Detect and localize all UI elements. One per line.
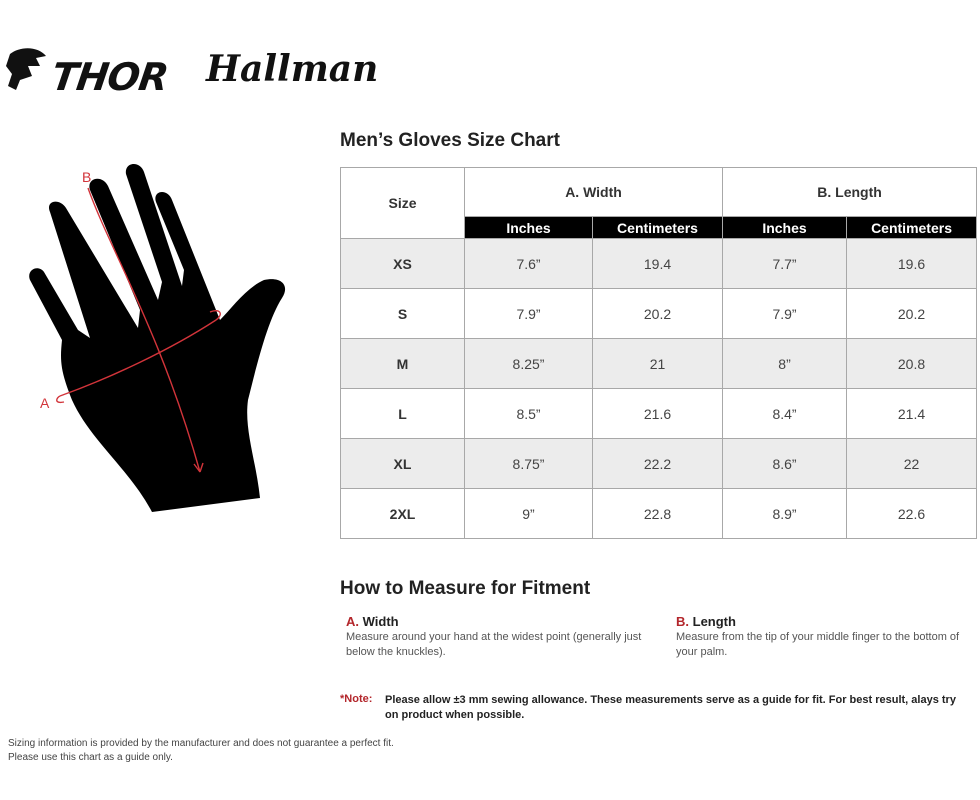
length-cm-cell: 21.4 bbox=[847, 389, 977, 439]
length-inches-cell: 7.9” bbox=[723, 289, 847, 339]
width-inches-cell: 7.6” bbox=[465, 239, 593, 289]
length-cm-cell: 22 bbox=[847, 439, 977, 489]
thor-logo: THOR bbox=[48, 55, 171, 99]
width-cm-cell: 22.2 bbox=[593, 439, 723, 489]
size-cell: S bbox=[341, 289, 465, 339]
chart-title: Men’s Gloves Size Chart bbox=[340, 130, 560, 151]
disclaimer-line-1: Sizing information is provided by the manufacturer and does not guarantee a perfect fit. bbox=[8, 738, 394, 749]
brand-logos bbox=[6, 40, 379, 100]
length-inches-cell: 8” bbox=[723, 339, 847, 389]
length-letter: B. bbox=[676, 614, 689, 629]
measure-title: How to Measure for Fitment bbox=[340, 578, 591, 599]
width-instructions bbox=[346, 614, 646, 660]
sub-header-width-inches: Inches bbox=[465, 217, 593, 239]
width-inches-cell: 8.75” bbox=[465, 439, 593, 489]
sub-header-width-cm: Centimeters bbox=[593, 217, 723, 239]
label-b: B bbox=[82, 169, 92, 185]
length-inches-cell: 8.6” bbox=[723, 439, 847, 489]
length-inches-cell: 8.9” bbox=[723, 489, 847, 539]
width-cm-cell: 22.8 bbox=[593, 489, 723, 539]
length-description: Measure from the tip of your middle finger to the bottom of your palm. bbox=[676, 631, 960, 658]
width-cm-cell: 21 bbox=[593, 339, 723, 389]
length-inches-cell: 7.7” bbox=[723, 239, 847, 289]
label-a: A bbox=[40, 395, 50, 411]
table-row bbox=[341, 439, 977, 489]
sub-header-length-cm: Centimeters bbox=[847, 217, 977, 239]
width-inches-cell: 7.9” bbox=[465, 289, 593, 339]
table-row bbox=[341, 489, 977, 539]
length-cm-cell: 22.6 bbox=[847, 489, 977, 539]
table-row bbox=[341, 289, 977, 339]
size-cell: XL bbox=[341, 439, 465, 489]
length-instructions bbox=[676, 614, 976, 660]
size-chart-table bbox=[340, 167, 977, 539]
width-cm-cell: 20.2 bbox=[593, 289, 723, 339]
length-label: Length bbox=[692, 614, 736, 629]
width-header: A. Width bbox=[465, 168, 723, 217]
table-row bbox=[341, 239, 977, 289]
width-cm-cell: 19.4 bbox=[593, 239, 723, 289]
thor-helmet-logo-icon bbox=[6, 46, 50, 94]
hand-measurement-diagram bbox=[20, 160, 310, 520]
table-row bbox=[341, 339, 977, 389]
length-header: B. Length bbox=[723, 168, 977, 217]
width-letter: A. bbox=[346, 614, 359, 629]
sub-header-length-inches: Inches bbox=[723, 217, 847, 239]
size-cell: 2XL bbox=[341, 489, 465, 539]
width-label: Width bbox=[362, 614, 399, 629]
length-inches-cell: 8.4” bbox=[723, 389, 847, 439]
length-cm-cell: 20.2 bbox=[847, 289, 977, 339]
disclaimer-line-2: Please use this chart as a guide only. bbox=[8, 752, 173, 763]
note-text: Please allow ±3 mm sewing allowance. These measurements serve as a guide for fit. For best result, alays try on product when possible. bbox=[385, 694, 956, 721]
disclaimer bbox=[8, 737, 428, 765]
size-header: Size bbox=[341, 168, 465, 239]
width-inches-cell: 8.5” bbox=[465, 389, 593, 439]
size-cell: XS bbox=[341, 239, 465, 289]
width-inches-cell: 9” bbox=[465, 489, 593, 539]
width-description: Measure around your hand at the widest point (generally just below the knuckles). bbox=[346, 631, 642, 658]
table-row bbox=[341, 389, 977, 439]
width-inches-cell: 8.25” bbox=[465, 339, 593, 389]
length-cm-cell: 19.6 bbox=[847, 239, 977, 289]
width-cm-cell: 21.6 bbox=[593, 389, 723, 439]
size-cell: L bbox=[341, 389, 465, 439]
length-cm-cell: 20.8 bbox=[847, 339, 977, 389]
hallman-logo: Hallman bbox=[206, 48, 379, 90]
note-label: *Note: bbox=[340, 693, 373, 705]
size-cell: M bbox=[341, 339, 465, 389]
